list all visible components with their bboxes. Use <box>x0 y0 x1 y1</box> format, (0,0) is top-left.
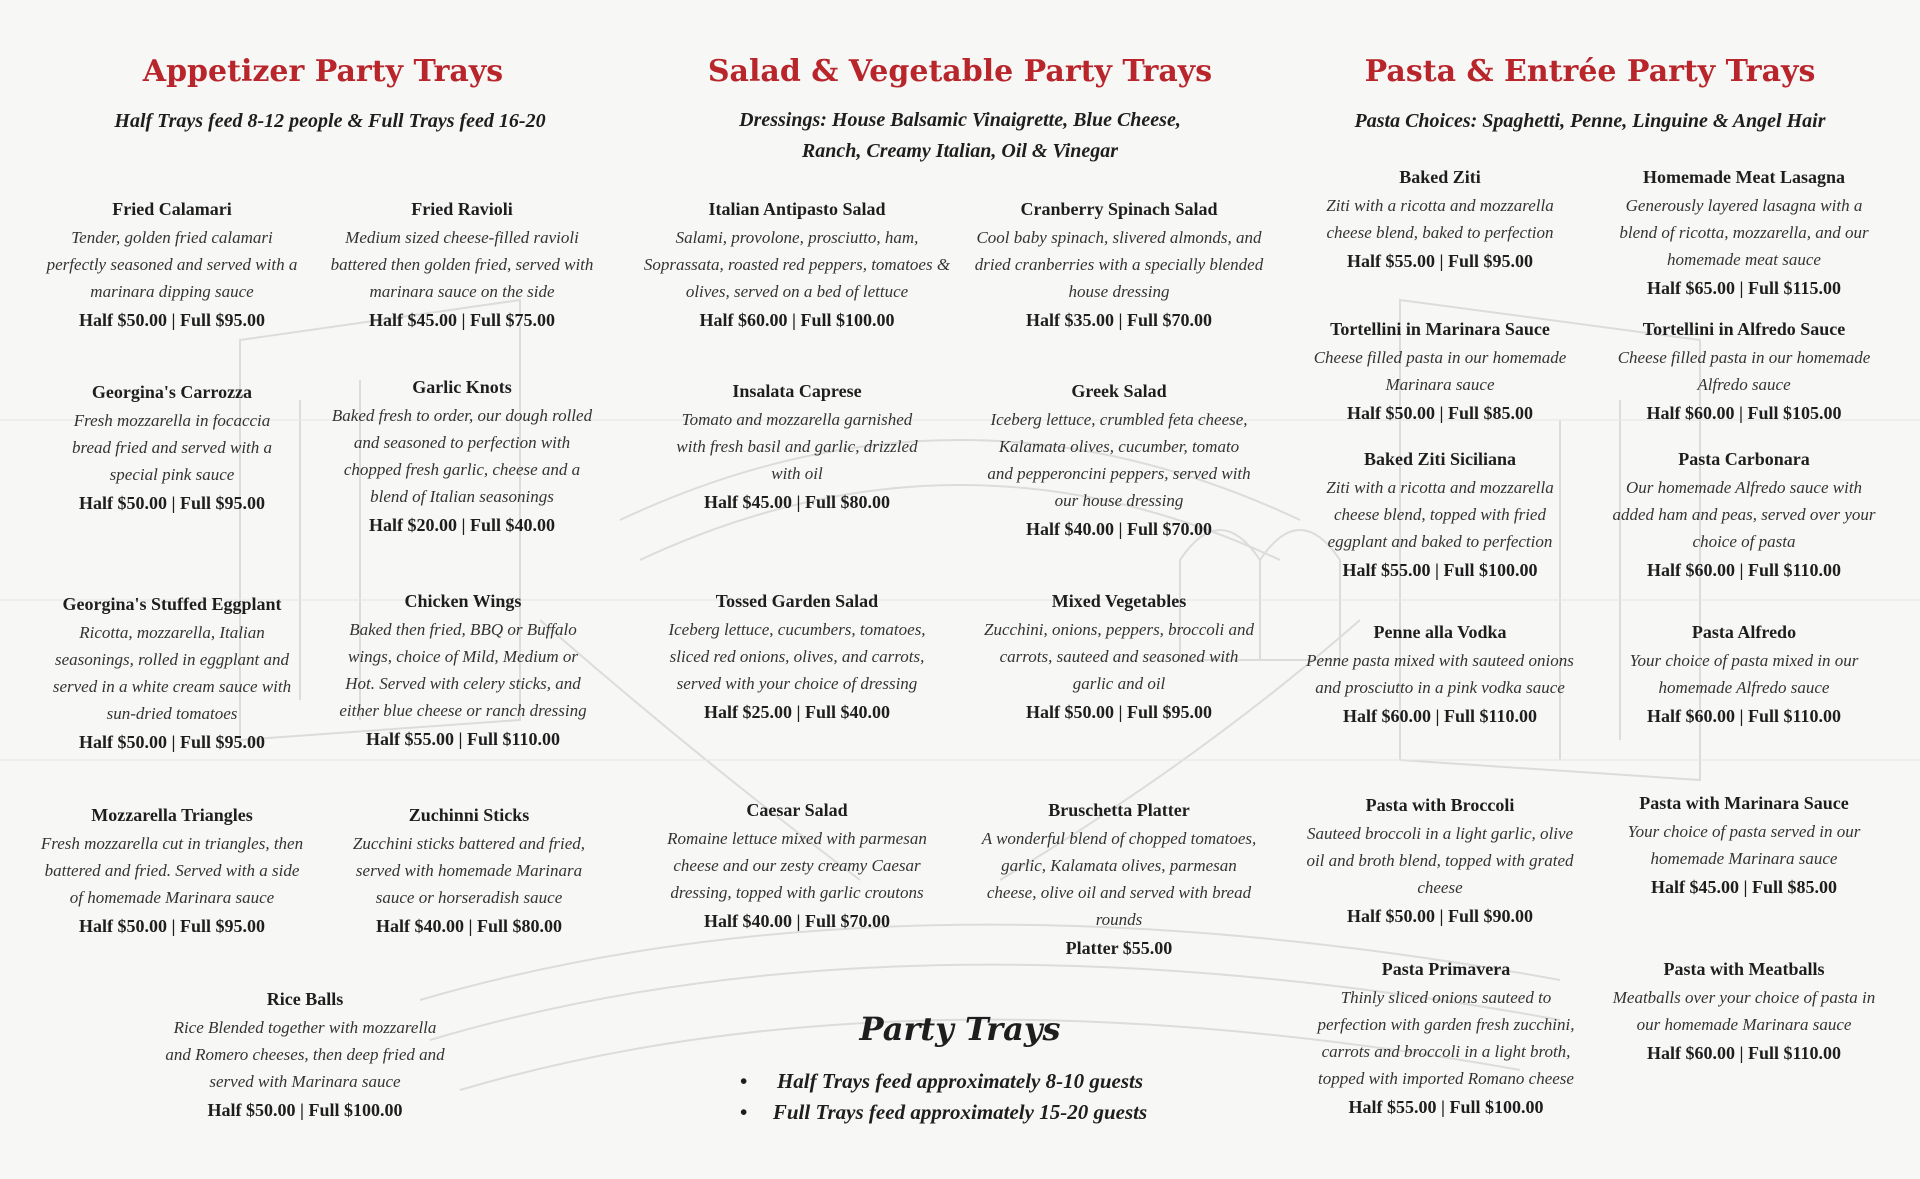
item-description: Iceberg lettuce, crumbled feta cheese, Kalamata olives, cucumber, tomato and pepperoncini peppers, served with our house dressing <box>987 410 1251 510</box>
item-name: Zuchinni Sticks <box>408 805 530 825</box>
item-name: Insalata Caprese <box>732 381 862 401</box>
item-price: Half $40.00 | Full $70.00 <box>704 911 890 931</box>
item-price: Half $45.00 | Full $85.00 <box>1651 877 1837 897</box>
item-name: Tossed Garden Salad <box>715 591 879 611</box>
item-name: Bruschetta Platter <box>1048 800 1190 820</box>
item-price: Half $20.00 | Full $40.00 <box>369 515 555 535</box>
item-name: Cranberry Spinach Salad <box>1020 199 1218 219</box>
item-name: Pasta with Broccoli <box>1365 795 1515 815</box>
item-price: Half $55.00 | Full $100.00 <box>1342 560 1538 580</box>
item-name: Fried Calamari <box>112 199 232 219</box>
item-description: Cool baby spinach, slivered almonds, and dried cranberries with a specially blended house dressing <box>974 228 1264 301</box>
pasta-section-subtitle: Pasta Choices: Spaghetti, Penne, Linguine & Angel Hair <box>1354 110 1826 132</box>
item-name: Greek Salad <box>1071 381 1167 401</box>
menu-item-pasta-carbonara <box>1612 444 1876 585</box>
item-name: Italian Antipasto Salad <box>708 199 886 219</box>
menu-item-fried-calamari <box>40 194 304 335</box>
item-price: Half $50.00 | Full $95.00 <box>79 310 265 330</box>
item-description: Tender, golden fried calamari perfectly seasoned and served with a marinara dipping sauce <box>46 228 298 301</box>
item-price: Half $25.00 | Full $40.00 <box>704 702 890 722</box>
item-description: Generously layered lasagna with a blend of ricotta, mozzarella, and our homemade meat sauce <box>1619 196 1869 269</box>
item-price: Half $50.00 | Full $95.00 <box>79 732 265 752</box>
item-description: Zucchini, onions, peppers, broccoli and carrots, sauteed and seasoned with garlic and oil <box>984 620 1254 693</box>
party-trays-title: Party Trays <box>859 1010 1061 1048</box>
item-description: Ziti with a ricotta and mozzarella cheese blend, baked to perfection <box>1326 196 1554 242</box>
menu-item-homemade-meat-lasagna <box>1606 162 1882 303</box>
item-price: Half $50.00 | Full $100.00 <box>207 1100 403 1120</box>
item-name: Mixed Vegetables <box>1051 591 1187 611</box>
menu-item-cranberry-spinach-salad <box>964 194 1274 335</box>
item-price: Half $55.00 | Full $100.00 <box>1348 1097 1544 1117</box>
menu-item-mixed-vegetables <box>984 586 1254 727</box>
salad-section-subtitle: Dressings: House Balsamic Vinaigrette, Blue Cheese, Ranch, Creamy Italian, Oil & Vinegar <box>739 109 1181 162</box>
party-trays-list <box>730 1066 1190 1128</box>
item-name: Pasta with Meatballs <box>1663 959 1825 979</box>
appetizer-section-subtitle: Half Trays feed 8-12 people & Full Trays feed 16-20 <box>114 110 546 132</box>
item-price: Half $60.00 | Full $110.00 <box>1343 706 1537 726</box>
item-name: Homemade Meat Lasagna <box>1643 167 1845 187</box>
bullet-icon: • <box>740 1069 748 1093</box>
item-name: Baked Ziti Siciliana <box>1363 449 1517 469</box>
menu-item-pasta-alfredo <box>1614 617 1874 731</box>
pasta-section-title: Pasta & Entrée Party Trays <box>1364 54 1816 89</box>
item-price: Half $50.00 | Full $85.00 <box>1347 403 1533 423</box>
item-description: Baked fresh to order, our dough rolled and seasoned to perfection with chopped fresh garlic, cheese and a blend of Italian seasonings <box>331 406 593 506</box>
item-name: Tortellini in Marinara Sauce <box>1330 319 1550 339</box>
item-description: Penne pasta mixed with sauteed onions and prosciutto in a pink vodka sauce <box>1306 651 1574 697</box>
party-trays-bullet-text: Half Trays feed approximately 8-10 guests <box>776 1069 1144 1093</box>
item-description: Your choice of pasta served in our homemade Marinara sauce <box>1627 822 1861 868</box>
item-name: Garlic Knots <box>412 377 512 397</box>
salad-section-title: Salad & Vegetable Party Trays <box>707 54 1213 89</box>
menu-item-pasta-primavera <box>1306 954 1586 1122</box>
item-name: Fried Ravioli <box>411 199 513 219</box>
item-description: Romaine lettuce mixed with parmesan cheese and our zesty creamy Caesar dressing, topped with garlic croutons <box>667 829 927 902</box>
item-name: Baked Ziti <box>1399 167 1481 187</box>
menu-item-bruschetta-platter <box>980 795 1258 963</box>
item-price: Half $55.00 | Full $95.00 <box>1347 251 1533 271</box>
item-name: Penne alla Vodka <box>1373 622 1507 642</box>
item-description: Zucchini sticks battered and fried, served with homemade Marinara sauce or horseradish sauce <box>352 834 586 907</box>
item-price: Half $60.00 | Full $110.00 <box>1647 560 1841 580</box>
menu-item-pasta-with-marinara <box>1612 788 1876 902</box>
item-name: Chicken Wings <box>404 591 522 611</box>
item-price: Half $50.00 | Full $95.00 <box>79 493 265 513</box>
item-description: Baked then fried, BBQ or Buffalo wings, choice of Mild, Medium or Hot. Served with celery sticks, and either blue cheese or ranch dressing <box>339 620 587 720</box>
item-description: Cheese filled pasta in our homemade Marinara sauce <box>1313 348 1567 394</box>
item-price: Half $40.00 | Full $80.00 <box>376 916 562 936</box>
item-description: Thinly sliced onions sauteed to perfection with garden fresh zucchini, carrots and broccoli in a light broth, topped with imported Romano cheese <box>1317 988 1575 1088</box>
item-price: Half $50.00 | Full $90.00 <box>1347 906 1533 926</box>
menu-item-baked-ziti <box>1310 162 1570 276</box>
menu-item-garlic-knots <box>326 372 598 540</box>
menu-item-fried-ravioli <box>330 194 594 335</box>
menu-item-insalata-caprese <box>666 376 928 517</box>
menu-item-pasta-with-broccoli <box>1306 790 1574 931</box>
item-price: Half $60.00 | Full $100.00 <box>699 310 895 330</box>
item-description: Rice Blended together with mozzarella and Romero cheeses, then deep fried and served with Marinara sauce <box>165 1018 445 1091</box>
item-description: Your choice of pasta mixed in our homemade Alfredo sauce <box>1629 651 1859 697</box>
menu-item-tortellini-alfredo <box>1606 314 1882 428</box>
bullet-icon: • <box>740 1100 748 1124</box>
item-description: A wonderful blend of chopped tomatoes, garlic, Kalamata olives, parmesan cheese, olive oil and served with bread rounds <box>981 829 1257 929</box>
menu-item-caesar-salad <box>660 795 934 936</box>
item-description: Salami, provolone, prosciutto, ham, Soprassata, roasted red peppers, tomatoes & olives, served on a bed of lettuce <box>643 228 951 301</box>
item-name: Pasta Carbonara <box>1678 449 1810 469</box>
item-name: Caesar Salad <box>746 800 848 820</box>
item-description: Ziti with a ricotta and mozzarella cheese blend, topped with fried eggplant and baked to perfection <box>1326 478 1554 551</box>
menu-item-penne-alla-vodka <box>1302 617 1578 731</box>
appetizer-section-title: Appetizer Party Trays <box>142 54 504 89</box>
item-price: Half $40.00 | Full $70.00 <box>1026 519 1212 539</box>
item-price: Half $45.00 | Full $80.00 <box>704 492 890 512</box>
item-price: Half $35.00 | Full $70.00 <box>1026 310 1212 330</box>
menu-item-georginas-stuffed-eggplant <box>42 589 302 757</box>
item-description: Ricotta, mozzarella, Italian seasonings, rolled in eggplant and served in a white cream sauce with sun-dried tomatoes <box>52 623 292 723</box>
item-name: Rice Balls <box>266 989 344 1009</box>
party-trays-bullet <box>730 1097 1190 1128</box>
menu-item-tossed-garden-salad <box>658 586 936 727</box>
item-price: Half $50.00 | Full $95.00 <box>1026 702 1212 722</box>
item-description: Sauteed broccoli in a light garlic, olive oil and broth blend, topped with grated cheese <box>1306 824 1574 897</box>
item-description: Fresh mozzarella in focaccia bread fried and served with a special pink sauce <box>71 411 273 484</box>
item-name: Pasta Primavera <box>1381 959 1511 979</box>
item-name: Georgina's Stuffed Eggplant <box>62 594 282 614</box>
item-description: Fresh mozzarella cut in triangles, then battered and fried. Served with a side of homemade Marinara sauce <box>40 834 304 907</box>
item-name: Pasta Alfredo <box>1691 622 1797 642</box>
party-trays-bullet-text: Full Trays feed approximately 15-20 guests <box>772 1100 1148 1124</box>
item-price: Half $50.00 | Full $95.00 <box>79 916 265 936</box>
menu-item-chicken-wings <box>332 586 594 754</box>
item-description: Medium sized cheese-filled ravioli battered then golden fried, served with marinara sauce on the side <box>330 228 594 301</box>
item-description: Iceberg lettuce, cucumbers, tomatoes, sliced red onions, olives, and carrots, served with your choice of dressing <box>668 620 926 693</box>
item-name: Tortellini in Alfredo Sauce <box>1642 319 1846 339</box>
item-price: Half $45.00 | Full $75.00 <box>369 310 555 330</box>
menu-item-mozzarella-triangles <box>40 800 304 941</box>
menu-item-tortellini-marinara <box>1306 314 1574 428</box>
menu-item-zuchinni-sticks <box>344 800 594 941</box>
menu-item-pasta-with-meatballs <box>1606 954 1882 1068</box>
menu-item-baked-ziti-siciliana <box>1310 444 1570 585</box>
item-description: Cheese filled pasta in our homemade Alfredo sauce <box>1617 348 1871 394</box>
party-trays-bullet <box>730 1066 1190 1097</box>
item-price: Half $60.00 | Full $110.00 <box>1647 706 1841 726</box>
item-price: Half $60.00 | Full $110.00 <box>1647 1043 1841 1063</box>
item-name: Mozzarella Triangles <box>91 805 253 825</box>
menu-item-greek-salad <box>984 376 1254 544</box>
menu-item-rice-balls <box>160 984 450 1125</box>
item-name: Pasta with Marinara Sauce <box>1639 793 1849 813</box>
item-price: Platter $55.00 <box>1065 938 1173 958</box>
item-description: Our homemade Alfredo sauce with added ham and peas, served over your choice of pasta <box>1612 478 1876 551</box>
item-price: Half $65.00 | Full $115.00 <box>1647 278 1841 298</box>
item-description: Tomato and mozzarella garnished with fresh basil and garlic, drizzled with oil <box>676 410 918 483</box>
item-price: Half $60.00 | Full $105.00 <box>1646 403 1842 423</box>
item-price: Half $55.00 | Full $110.00 <box>366 729 560 749</box>
item-description: Meatballs over your choice of pasta in our homemade Marinara sauce <box>1612 988 1876 1034</box>
menu-item-italian-antipasto-salad <box>640 194 954 335</box>
item-name: Georgina's Carrozza <box>91 382 253 402</box>
menu-item-georginas-carrozza <box>60 377 284 518</box>
